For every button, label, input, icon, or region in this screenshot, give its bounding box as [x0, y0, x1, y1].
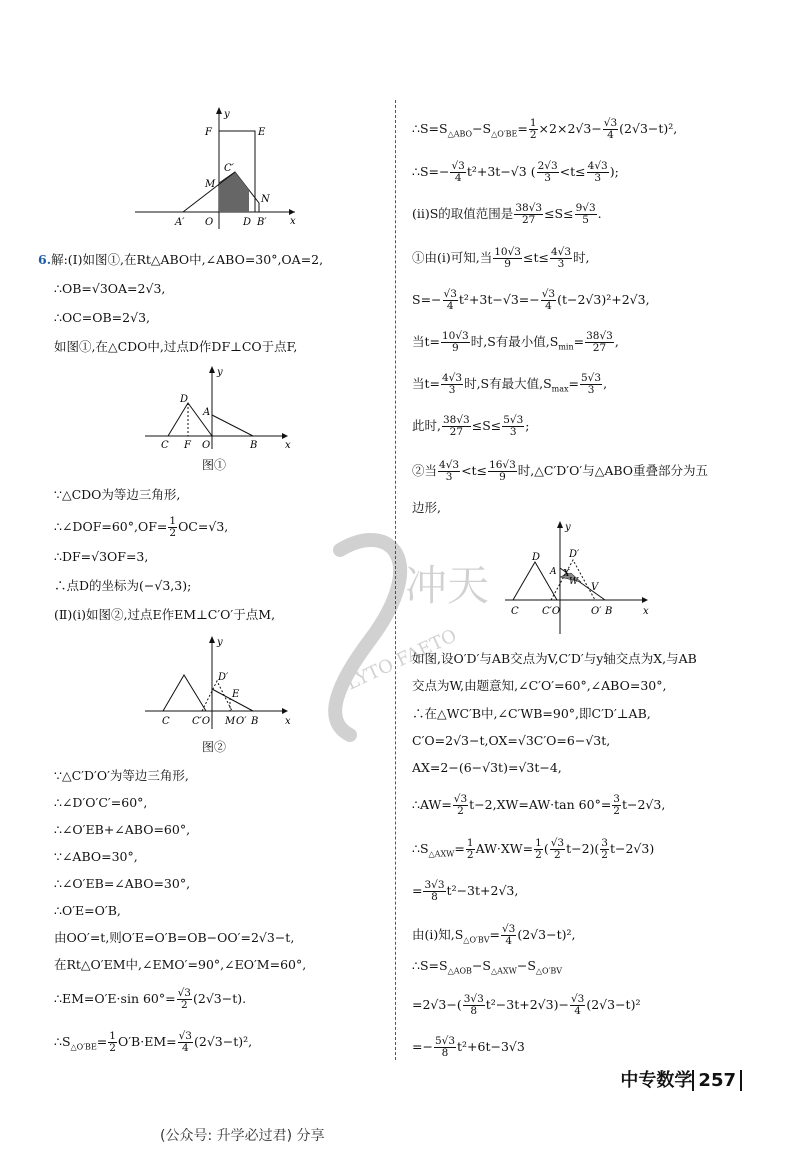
fraction: $\frac{√3}{4}$	[541, 288, 556, 312]
fig3-label-x: x	[643, 606, 649, 617]
q6-line-9: (Ⅱ)(ⅰ)如图②,过点E作EM⊥C′O′于点M,	[54, 607, 276, 622]
r-line-12: 交点为W,由题意知,∠C′O′=60°,∠ABO=30°,	[412, 678, 667, 693]
fraction: $\frac{5√3}{8}$	[434, 1035, 456, 1059]
label-M: M	[205, 179, 216, 190]
text: O′B·EM=	[117, 1034, 177, 1049]
fig1-label-C: C	[161, 440, 169, 450]
r-line-4: ①由(ⅰ)可知,当 $\frac{10√3}{9}$ ≤t≤ $\frac{4√3}{3}$ 时,	[412, 246, 590, 270]
fraction: $\frac{1}{2}$	[466, 837, 474, 861]
q6-line-5: ∵△CDO为等边三角形,	[54, 487, 181, 502]
fig2-label-x: x	[285, 716, 291, 727]
fraction: $\frac{3}{2}$	[601, 837, 608, 861]
fraction: $\frac{√3}{4}$	[603, 117, 618, 141]
r-line-13: ∴在△WC′B中,∠C′WB=90°,即C′D′⊥AB,	[412, 706, 651, 721]
svg-text:冲天: 冲天	[405, 561, 490, 610]
footer-title: 中专数学 257	[620, 1066, 742, 1092]
fraction: $\frac{10√3}{9}$	[442, 330, 469, 354]
label-y: y	[224, 109, 230, 120]
text: (2√3−t).	[192, 991, 247, 1006]
footer-wechat-note: (公众号: 升学必过君) 分享	[160, 1128, 325, 1144]
fraction: $\frac{3}{2}$	[613, 793, 620, 817]
r-line-17: $\therefore S_{\triangle AXW}=$ $\frac{1}{2}$ AW·XW= $\frac{1}{2}$ ( $\frac{√3}{2}$ t−2)( $\frac{3}{2}$ t−2√3)	[412, 837, 655, 861]
fig3-label-W: W	[569, 577, 579, 587]
page-number: 257	[692, 1070, 742, 1091]
r-line-9: ②当 $\frac{4√3}{3}$ <t≤ $\frac{16√3}{9}$ 时,△C′D′O′与△ABO重叠部分为五	[412, 459, 709, 483]
q6-line-18	[54, 988, 246, 1011]
top-figure	[135, 105, 305, 230]
r-line-5: S=− $\frac{√3}{4}$ t²+3t−√3=− $\frac{√3}{4}$ (t−2√3)²+2√3,	[412, 288, 650, 312]
fig1-label-x: x	[285, 440, 291, 450]
q6-line-15: ∴O′E=O′B,	[54, 903, 121, 918]
figure-2-caption: 图②	[202, 740, 227, 754]
text: OC=√3,	[178, 519, 229, 534]
fraction: $\frac{1}{2}$	[169, 515, 177, 539]
fraction: $\frac{√3}{2}$	[177, 987, 191, 1011]
fraction: $\frac{3√3}{8}$	[424, 879, 445, 903]
text: ∴S	[54, 1034, 71, 1049]
figure-1	[140, 365, 300, 450]
fig3-label-y: y	[565, 522, 571, 533]
r-line-19: 由(ⅰ)知$,S_{\triangle O'BV}=$ $\frac{√3}{4}$ (2√3−t)²,	[412, 923, 576, 947]
r-line-22: =− $\frac{5√3}{8}$ t²+6t−3√3	[412, 1035, 525, 1059]
figure-1-caption: 图①	[202, 458, 227, 472]
fraction: $\frac{38√3}{27}$	[586, 330, 613, 354]
fig3-label-A: A	[550, 567, 557, 577]
fraction: $\frac{√3}{4}$	[178, 1030, 192, 1054]
q6-line-7: ∴DF=√3OF=3,	[54, 549, 149, 564]
r-line-21: =2√3−( $\frac{3√3}{8}$ t²−3t+2√3)− $\frac{√3}{4}$ (2√3−t)²	[412, 993, 641, 1017]
text: (2√3−t)²,	[193, 1034, 253, 1049]
q6-line-19	[54, 1031, 252, 1056]
r-line-7: 当t= $\frac{4√3}{3}$ 时,S有最大值$,S_{max}=$ $\frac{5√3}{3}$ ,	[412, 372, 608, 396]
fraction: $\frac{1}{2}$	[535, 837, 542, 861]
fig1-label-F: F	[184, 440, 191, 450]
r-line-18: = $\frac{3√3}{8}$ t²−3t+2√3,	[412, 879, 519, 903]
figure-2	[140, 635, 300, 730]
fraction: $\frac{4√3}{3}$	[550, 246, 572, 270]
q6-line-3: ∴OC=OB=2√3,	[54, 310, 150, 325]
fig2-label-E: E	[232, 689, 240, 700]
q6-line-1	[38, 252, 323, 268]
q6-line-13: ∵∠ABO=30°,	[54, 849, 138, 864]
q6-line-11: ∴∠D′O′C′=60°,	[54, 795, 148, 810]
label-E: E	[258, 127, 266, 138]
fig2-label-C: C	[162, 716, 170, 727]
q6-line-16: 由OO′=t,则O′E=O′B=OB−OO′=2√3−t,	[54, 930, 295, 945]
fraction: $\frac{4√3}{3}$	[587, 160, 608, 184]
text: ∴∠DOF=60°,OF=	[54, 519, 168, 534]
fig2-label-D-prime: D′	[218, 672, 229, 683]
subscript: △O′BE	[70, 1042, 97, 1052]
fraction: $\frac{1}{2}$	[109, 1030, 116, 1054]
fig1-label-O: O	[202, 440, 211, 450]
fig3-label-O-prime: O′	[591, 606, 602, 617]
fig2-label-M: M	[225, 716, 236, 727]
fig3-label-D: D	[532, 552, 541, 563]
fraction: $\frac{√3}{2}$	[453, 793, 468, 817]
q6-line-6	[54, 516, 228, 539]
fraction: $\frac{4√3}{3}$	[442, 372, 463, 396]
fraction: $\frac{16√3}{9}$	[489, 459, 516, 483]
label-x: x	[290, 216, 296, 227]
fraction: $\frac{√3}{4}$	[570, 993, 585, 1017]
fig2-label-y: y	[217, 637, 223, 648]
fraction: $\frac{3√3}{8}$	[463, 993, 484, 1017]
fig3-label-X: X	[563, 569, 570, 579]
label-D: D	[243, 217, 252, 228]
fig1-label-A: A	[203, 407, 211, 418]
fraction: $\frac{2√3}{3}$	[537, 160, 558, 184]
r-line-15: AX=2−(6−√3t)=√3t−4,	[412, 760, 562, 775]
q6-line-10: ∵△C′D′O′为等边三角形,	[54, 768, 189, 783]
r-line-1: $\therefore S=S_{\triangle ABO}-S_{\triangle O'BE}=$ $\frac{1}{2}$ ×2×2√3− $\frac{√3}{4}$ (2√3−t)²,	[412, 117, 678, 141]
label-C-prime: C′	[224, 163, 234, 174]
fraction: $\frac{10√3}{9}$	[494, 246, 521, 270]
fraction: $\frac{5√3}{3}$	[503, 414, 524, 438]
q6-line-12: ∴∠O′EB+∠ABO=60°,	[54, 822, 191, 837]
fig3-label-C: C	[511, 606, 519, 617]
label-N: N	[261, 194, 270, 205]
fig3-label-D-prime: D′	[569, 549, 580, 560]
fraction: $\frac{√3}{4}$	[451, 160, 465, 184]
fraction: $\frac{√3}{2}$	[550, 837, 565, 861]
fig3-label-C-prime-O: C′O	[542, 606, 561, 617]
fraction: $\frac{5√3}{3}$	[581, 372, 602, 396]
q6-line-14: ∴∠O′EB=∠ABO=30°,	[54, 876, 191, 891]
fig3-label-B: B	[605, 606, 613, 617]
q6-line-8: ∴点D的坐标为(−√3,3);	[54, 578, 192, 593]
fig1-label-y: y	[217, 367, 223, 378]
label-O: O	[205, 217, 214, 228]
r-line-16: ∴AW= $\frac{√3}{2}$ t−2,XW=AW·tan 60°= $\frac{3}{2}$ t−2√3,	[412, 793, 666, 817]
q6-line-2: ∴OB=√3OA=2√3,	[54, 281, 166, 296]
fraction: $\frac{38√3}{27}$	[515, 202, 543, 226]
r-line-6: 当t= $\frac{10√3}{9}$ 时,S有最小值$,S_{min}=$ $\frac{38√3}{27}$ ,	[412, 330, 619, 354]
label-F: F	[205, 127, 212, 138]
r-line-20: $\therefore S=S_{\triangle AOB}-S_{\triangle AXW}-S_{\triangle O'BV}$	[412, 958, 563, 976]
fig3-label-V: V	[591, 582, 599, 593]
svg-text:LYTO FAETO: LYTO FAETO	[343, 625, 460, 695]
watermark-logo	[310, 520, 530, 750]
fraction: $\frac{4√3}{3}$	[439, 459, 460, 483]
r-line-8: 此时, $\frac{38√3}{27}$ ≤S≤ $\frac{5√3}{3}$ ;	[412, 414, 530, 438]
fraction: $\frac{√3}{4}$	[501, 923, 516, 947]
text: =	[96, 1034, 108, 1049]
fig1-label-B: B	[250, 440, 258, 450]
fig2-label-B: B	[251, 716, 259, 727]
label-B-prime: B′	[257, 217, 267, 228]
fig2-label-C-prime-O: C′O	[192, 716, 211, 727]
label-A-prime: A′	[175, 217, 185, 228]
fig1-label-D: D	[180, 394, 189, 405]
fraction: $\frac{√3}{4}$	[443, 288, 457, 312]
fig2-label-O-prime: O′	[236, 716, 247, 727]
q6-line-4: 如图①,在△CDO中,过点D作DF⊥CO于点F,	[54, 339, 298, 354]
r-line-14: C′O=2√3−t,OX=√3C′O=6−√3t,	[412, 733, 611, 748]
r-line-3: (ⅱ)S的取值范围是 $\frac{38√3}{27}$ ≤S≤ $\frac{9√3}{5}$ .	[412, 202, 602, 226]
fraction: $\frac{1}{2}$	[529, 117, 537, 141]
r-line-10: 边形,	[412, 500, 441, 515]
r-line-2: ∴S=− $\frac{√3}{4}$ t²+3t−√3 ( $\frac{2√3}{3}$ <t≤ $\frac{4√3}{3}$ );	[412, 160, 619, 184]
text: 解:(Ⅰ)如图①,在Rt△ABO中,∠ABO=30°,OA=2,	[51, 252, 324, 267]
question-number: 6.	[38, 252, 52, 267]
r-line-11: 如图,设O′D′与AB交点为V,C′D′与y轴交点为X,与AB	[412, 651, 697, 666]
text: ∴EM=O′E·sin 60°=	[54, 991, 176, 1006]
fraction: $\frac{38√3}{27}$	[442, 414, 470, 438]
q6-line-17: 在Rt△O′EM中,∠EMO′=90°,∠EO′M=60°,	[54, 957, 307, 972]
fraction: $\frac{9√3}{5}$	[575, 202, 596, 226]
